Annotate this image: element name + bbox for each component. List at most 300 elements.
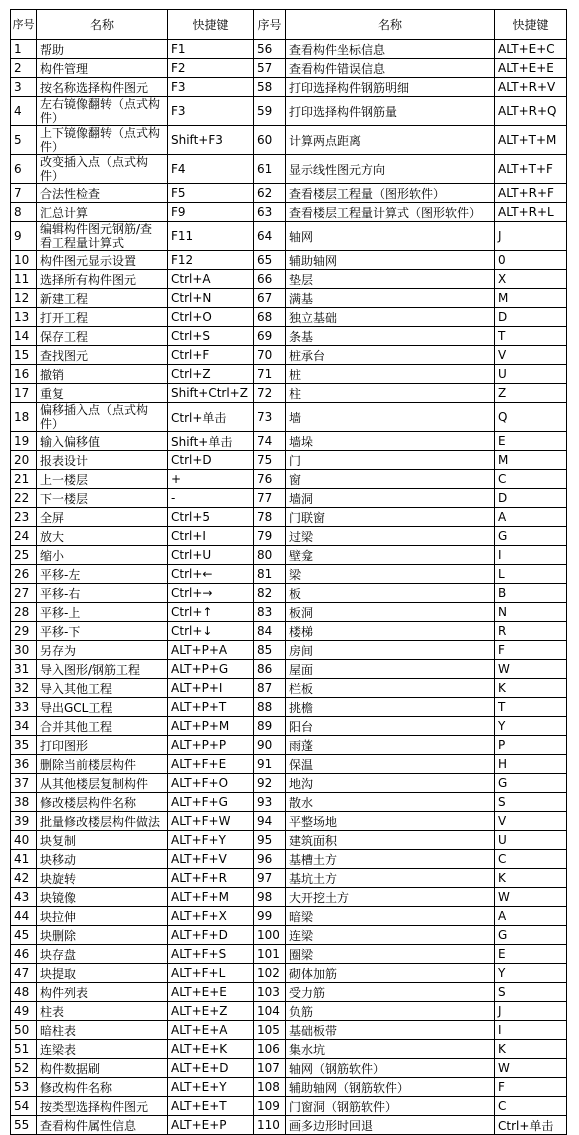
- row-name-left: 构件列表: [37, 983, 168, 1002]
- row-number-left: 7: [11, 184, 37, 203]
- row-number-right: 100: [254, 926, 286, 945]
- row-shortcut-right: D: [495, 489, 567, 508]
- table-row: [11, 546, 567, 565]
- header-name-left: 名称: [37, 10, 168, 40]
- row-shortcut-left: F3: [168, 78, 254, 97]
- table-row: [11, 584, 567, 603]
- row-shortcut-left: ALT+E+Z: [168, 1002, 254, 1021]
- table-row: [11, 384, 567, 403]
- row-number-right: 59: [254, 97, 286, 126]
- row-name-right: 地沟: [286, 774, 495, 793]
- row-shortcut-left: ALT+F+M: [168, 888, 254, 907]
- row-name-right: 建筑面积: [286, 831, 495, 850]
- row-shortcut-left: ALT+P+P: [168, 736, 254, 755]
- row-shortcut-left: Ctrl+←: [168, 565, 254, 584]
- row-name-left: 查找图元: [37, 346, 168, 365]
- row-name-right: 雨蓬: [286, 736, 495, 755]
- table-row: [11, 327, 567, 346]
- row-shortcut-right: D: [495, 308, 567, 327]
- row-number-left: 14: [11, 327, 37, 346]
- row-number-right: 70: [254, 346, 286, 365]
- row-number-left: 50: [11, 1021, 37, 1040]
- table-row: [11, 641, 567, 660]
- table-row: [11, 812, 567, 831]
- table-row: [11, 432, 567, 451]
- row-number-right: 72: [254, 384, 286, 403]
- row-name-right: 满基: [286, 289, 495, 308]
- row-number-left: 46: [11, 945, 37, 964]
- row-name-left: 块复制: [37, 831, 168, 850]
- table-row: [11, 1002, 567, 1021]
- row-shortcut-right: F: [495, 1078, 567, 1097]
- row-number-right: 61: [254, 155, 286, 184]
- row-number-right: 93: [254, 793, 286, 812]
- row-number-left: 24: [11, 527, 37, 546]
- row-shortcut-right: H: [495, 755, 567, 774]
- row-number-left: 45: [11, 926, 37, 945]
- row-name-left: 构件数据刷: [37, 1059, 168, 1078]
- row-shortcut-left: ALT+F+L: [168, 964, 254, 983]
- header-shortcut-left: 快捷键: [168, 10, 254, 40]
- row-number-left: 29: [11, 622, 37, 641]
- row-number-right: 91: [254, 755, 286, 774]
- row-name-right: 连梁: [286, 926, 495, 945]
- row-name-right: 显示线性图元方向: [286, 155, 495, 184]
- row-name-left: 另存为: [37, 641, 168, 660]
- row-number-right: 80: [254, 546, 286, 565]
- row-number-left: 17: [11, 384, 37, 403]
- row-name-right: 条基: [286, 327, 495, 346]
- row-shortcut-right: X: [495, 270, 567, 289]
- row-number-left: 5: [11, 126, 37, 155]
- row-shortcut-left: Ctrl+↓: [168, 622, 254, 641]
- table-row: [11, 40, 567, 59]
- row-number-right: 66: [254, 270, 286, 289]
- row-number-right: 77: [254, 489, 286, 508]
- row-number-right: 73: [254, 403, 286, 432]
- row-number-right: 82: [254, 584, 286, 603]
- row-name-left: 按类型选择构件图元: [37, 1097, 168, 1116]
- row-shortcut-right: W: [495, 888, 567, 907]
- row-name-right: 基坑土方: [286, 869, 495, 888]
- row-name-right: 受力筋: [286, 983, 495, 1002]
- row-name-left: 修改楼层构件名称: [37, 793, 168, 812]
- table-row: [11, 736, 567, 755]
- row-number-right: 68: [254, 308, 286, 327]
- row-name-left: 平移-下: [37, 622, 168, 641]
- row-number-left: 1: [11, 40, 37, 59]
- row-name-right: 保温: [286, 755, 495, 774]
- row-shortcut-left: ALT+F+G: [168, 793, 254, 812]
- row-shortcut-right: C: [495, 1097, 567, 1116]
- row-name-left: 块删除: [37, 926, 168, 945]
- row-number-left: 33: [11, 698, 37, 717]
- row-number-right: 87: [254, 679, 286, 698]
- row-name-right: 门窗洞（钢筋软件）: [286, 1097, 495, 1116]
- row-name-right: 桩承台: [286, 346, 495, 365]
- row-name-right: 暗梁: [286, 907, 495, 926]
- row-name-left: 块旋转: [37, 869, 168, 888]
- row-number-right: 90: [254, 736, 286, 755]
- table-row: [11, 679, 567, 698]
- row-number-left: 39: [11, 812, 37, 831]
- row-name-right: 查看楼层工程量计算式（图形软件）: [286, 203, 495, 222]
- row-number-left: 37: [11, 774, 37, 793]
- row-number-right: 99: [254, 907, 286, 926]
- row-name-right: 基槽土方: [286, 850, 495, 869]
- row-shortcut-left: Shift+Ctrl+Z: [168, 384, 254, 403]
- row-shortcut-left: Ctrl+F: [168, 346, 254, 365]
- shortcut-key-table-sheet: [10, 9, 566, 1133]
- table-row: [11, 222, 567, 251]
- table-row: [11, 755, 567, 774]
- row-shortcut-right: E: [495, 432, 567, 451]
- row-name-right: 窗: [286, 470, 495, 489]
- row-number-right: 76: [254, 470, 286, 489]
- row-name-left: 打开工程: [37, 308, 168, 327]
- table-row: [11, 155, 567, 184]
- row-shortcut-left: ALT+F+V: [168, 850, 254, 869]
- row-number-left: 22: [11, 489, 37, 508]
- row-number-left: 52: [11, 1059, 37, 1078]
- row-shortcut-left: ALT+E+K: [168, 1040, 254, 1059]
- row-number-left: 28: [11, 603, 37, 622]
- row-name-left: 按名称选择构件图元: [37, 78, 168, 97]
- row-name-left: 上下镜像翻转（点式构件）: [37, 126, 168, 155]
- row-name-left: 平移-右: [37, 584, 168, 603]
- row-shortcut-right: C: [495, 470, 567, 489]
- row-number-right: 101: [254, 945, 286, 964]
- row-name-left: 构件图元显示设置: [37, 251, 168, 270]
- row-number-right: 109: [254, 1097, 286, 1116]
- table-row: [11, 527, 567, 546]
- row-shortcut-left: ALT+F+E: [168, 755, 254, 774]
- row-number-left: 26: [11, 565, 37, 584]
- row-shortcut-left: ALT+F+W: [168, 812, 254, 831]
- row-shortcut-right: N: [495, 603, 567, 622]
- row-shortcut-right: R: [495, 622, 567, 641]
- row-name-left: 块存盘: [37, 945, 168, 964]
- row-name-left: 块提取: [37, 964, 168, 983]
- row-number-left: 44: [11, 907, 37, 926]
- row-number-right: 89: [254, 717, 286, 736]
- row-name-right: 散水: [286, 793, 495, 812]
- table-row: [11, 964, 567, 983]
- table-row: [11, 403, 567, 432]
- row-shortcut-left: ALT+P+T: [168, 698, 254, 717]
- row-shortcut-left: ALT+F+D: [168, 926, 254, 945]
- row-name-left: 重复: [37, 384, 168, 403]
- row-name-left: 合并其他工程: [37, 717, 168, 736]
- row-number-left: 16: [11, 365, 37, 384]
- row-shortcut-left: F1: [168, 40, 254, 59]
- row-number-left: 6: [11, 155, 37, 184]
- row-name-left: 报表设计: [37, 451, 168, 470]
- row-number-left: 43: [11, 888, 37, 907]
- row-shortcut-left: Ctrl+→: [168, 584, 254, 603]
- row-name-right: 查看楼层工程量（图形软件）: [286, 184, 495, 203]
- row-name-left: 修改构件名称: [37, 1078, 168, 1097]
- row-name-right: 桩: [286, 365, 495, 384]
- row-number-left: 54: [11, 1097, 37, 1116]
- row-shortcut-right: V: [495, 346, 567, 365]
- row-shortcut-right: G: [495, 527, 567, 546]
- row-number-left: 18: [11, 403, 37, 432]
- row-shortcut-right: 0: [495, 251, 567, 270]
- row-shortcut-left: ALT+F+S: [168, 945, 254, 964]
- row-number-left: 42: [11, 869, 37, 888]
- row-name-right: 轴网（钢筋软件）: [286, 1059, 495, 1078]
- row-shortcut-right: Y: [495, 964, 567, 983]
- row-number-right: 105: [254, 1021, 286, 1040]
- row-shortcut-right: L: [495, 565, 567, 584]
- row-shortcut-right: ALT+E+C: [495, 40, 567, 59]
- row-number-left: 25: [11, 546, 37, 565]
- row-number-left: 31: [11, 660, 37, 679]
- row-shortcut-left: F5: [168, 184, 254, 203]
- table-row: [11, 1078, 567, 1097]
- table-row: [11, 888, 567, 907]
- row-name-right: 墙: [286, 403, 495, 432]
- table-row: [11, 308, 567, 327]
- row-shortcut-right: A: [495, 508, 567, 527]
- row-number-right: 63: [254, 203, 286, 222]
- row-shortcut-right: K: [495, 869, 567, 888]
- table-row: [11, 717, 567, 736]
- header-shortcut-right: 快捷键: [495, 10, 567, 40]
- row-shortcut-right: M: [495, 289, 567, 308]
- row-shortcut-left: ALT+E+Y: [168, 1078, 254, 1097]
- table-row: [11, 869, 567, 888]
- table-row: [11, 289, 567, 308]
- table-row: [11, 1116, 567, 1135]
- row-number-left: 47: [11, 964, 37, 983]
- table-row: [11, 184, 567, 203]
- row-name-right: 柱: [286, 384, 495, 403]
- row-name-left: 撤销: [37, 365, 168, 384]
- table-row: [11, 489, 567, 508]
- row-number-left: 20: [11, 451, 37, 470]
- row-name-left: 暗柱表: [37, 1021, 168, 1040]
- row-shortcut-left: Ctrl+S: [168, 327, 254, 346]
- row-shortcut-left: F4: [168, 155, 254, 184]
- row-number-left: 51: [11, 1040, 37, 1059]
- row-shortcut-left: Ctrl+N: [168, 289, 254, 308]
- row-number-left: 21: [11, 470, 37, 489]
- row-shortcut-right: W: [495, 1059, 567, 1078]
- row-number-left: 15: [11, 346, 37, 365]
- header-number-left: 序号: [11, 10, 37, 40]
- row-shortcut-right: G: [495, 926, 567, 945]
- row-number-right: 81: [254, 565, 286, 584]
- row-number-right: 78: [254, 508, 286, 527]
- row-number-right: 65: [254, 251, 286, 270]
- row-name-right: 负筋: [286, 1002, 495, 1021]
- row-name-left: 导出GCL工程: [37, 698, 168, 717]
- row-shortcut-right: Z: [495, 384, 567, 403]
- table-row: [11, 850, 567, 869]
- table-row: [11, 831, 567, 850]
- row-number-right: 94: [254, 812, 286, 831]
- row-shortcut-left: F9: [168, 203, 254, 222]
- row-name-right: 板: [286, 584, 495, 603]
- header-name-right: 名称: [286, 10, 495, 40]
- row-number-right: 106: [254, 1040, 286, 1059]
- row-name-right: 门: [286, 451, 495, 470]
- table-row: [11, 622, 567, 641]
- row-name-right: 辅助轴网: [286, 251, 495, 270]
- table-row: [11, 346, 567, 365]
- row-name-right: 圈梁: [286, 945, 495, 964]
- row-name-right: 计算两点距离: [286, 126, 495, 155]
- row-name-left: 编辑构件图元钢筋/查看工程量计算式: [37, 222, 168, 251]
- row-name-left: 平移-左: [37, 565, 168, 584]
- row-name-left: 删除当前楼层构件: [37, 755, 168, 774]
- row-name-right: 基础板带: [286, 1021, 495, 1040]
- row-shortcut-left: ALT+P+I: [168, 679, 254, 698]
- row-number-right: 96: [254, 850, 286, 869]
- row-shortcut-left: Ctrl+单击: [168, 403, 254, 432]
- row-name-left: 块镜像: [37, 888, 168, 907]
- row-number-right: 60: [254, 126, 286, 155]
- table-row: [11, 470, 567, 489]
- table-row: [11, 565, 567, 584]
- row-number-right: 79: [254, 527, 286, 546]
- row-name-left: 查看构件属性信息: [37, 1116, 168, 1135]
- row-number-left: 41: [11, 850, 37, 869]
- row-name-right: 平整场地: [286, 812, 495, 831]
- row-shortcut-right: T: [495, 698, 567, 717]
- row-shortcut-left: Shift+单击: [168, 432, 254, 451]
- row-number-right: 69: [254, 327, 286, 346]
- row-shortcut-right: I: [495, 546, 567, 565]
- row-shortcut-left: ALT+E+P: [168, 1116, 254, 1135]
- row-shortcut-left: -: [168, 489, 254, 508]
- table-row: [11, 983, 567, 1002]
- row-name-left: 合法性检查: [37, 184, 168, 203]
- row-number-right: 56: [254, 40, 286, 59]
- row-name-left: 缩小: [37, 546, 168, 565]
- row-number-right: 71: [254, 365, 286, 384]
- row-name-left: 打印图形: [37, 736, 168, 755]
- row-name-right: 垫层: [286, 270, 495, 289]
- table-row: [11, 1040, 567, 1059]
- row-name-left: 构件管理: [37, 59, 168, 78]
- table-row: [11, 251, 567, 270]
- row-number-left: 13: [11, 308, 37, 327]
- row-name-left: 导入图形/钢筋工程: [37, 660, 168, 679]
- row-shortcut-right: J: [495, 222, 567, 251]
- row-name-right: 查看构件错误信息: [286, 59, 495, 78]
- row-name-left: 改变插入点（点式构件）: [37, 155, 168, 184]
- row-shortcut-right: P: [495, 736, 567, 755]
- row-name-right: 过梁: [286, 527, 495, 546]
- row-name-left: 从其他楼层复制构件: [37, 774, 168, 793]
- row-name-right: 梁: [286, 565, 495, 584]
- row-shortcut-right: M: [495, 451, 567, 470]
- row-shortcut-right: J: [495, 1002, 567, 1021]
- row-shortcut-left: ALT+F+X: [168, 907, 254, 926]
- table-row: [11, 660, 567, 679]
- row-number-right: 57: [254, 59, 286, 78]
- row-name-left: 连梁表: [37, 1040, 168, 1059]
- row-name-right: 打印选择构件钢筋量: [286, 97, 495, 126]
- row-shortcut-left: ALT+F+O: [168, 774, 254, 793]
- shortcut-key-table: [10, 9, 567, 1135]
- row-number-left: 3: [11, 78, 37, 97]
- row-number-right: 86: [254, 660, 286, 679]
- row-name-left: 左右镜像翻转（点式构件）: [37, 97, 168, 126]
- row-number-right: 104: [254, 1002, 286, 1021]
- row-number-left: 10: [11, 251, 37, 270]
- row-number-right: 64: [254, 222, 286, 251]
- row-name-right: 大开挖土方: [286, 888, 495, 907]
- row-shortcut-left: ALT+P+A: [168, 641, 254, 660]
- row-shortcut-right: ALT+R+Q: [495, 97, 567, 126]
- row-name-left: 块移动: [37, 850, 168, 869]
- row-name-right: 房间: [286, 641, 495, 660]
- row-name-right: 打印选择构件钢筋明细: [286, 78, 495, 97]
- row-shortcut-left: Ctrl+Z: [168, 365, 254, 384]
- row-shortcut-right: K: [495, 1040, 567, 1059]
- table-row: [11, 1021, 567, 1040]
- row-shortcut-right: K: [495, 679, 567, 698]
- row-name-left: 平移-上: [37, 603, 168, 622]
- row-number-left: 48: [11, 983, 37, 1002]
- row-name-right: 栏板: [286, 679, 495, 698]
- row-shortcut-left: ALT+F+R: [168, 869, 254, 888]
- table-row: [11, 907, 567, 926]
- row-number-right: 103: [254, 983, 286, 1002]
- row-shortcut-right: ALT+R+F: [495, 184, 567, 203]
- row-number-right: 83: [254, 603, 286, 622]
- row-number-right: 84: [254, 622, 286, 641]
- row-name-left: 输入偏移值: [37, 432, 168, 451]
- row-number-left: 55: [11, 1116, 37, 1135]
- row-name-left: 帮助: [37, 40, 168, 59]
- row-name-left: 导入其他工程: [37, 679, 168, 698]
- row-shortcut-right: S: [495, 983, 567, 1002]
- table-row: [11, 97, 567, 126]
- row-name-left: 汇总计算: [37, 203, 168, 222]
- row-number-right: 75: [254, 451, 286, 470]
- row-shortcut-left: F2: [168, 59, 254, 78]
- row-name-left: 放大: [37, 527, 168, 546]
- row-shortcut-left: ALT+P+G: [168, 660, 254, 679]
- row-shortcut-right: ALT+R+V: [495, 78, 567, 97]
- row-name-left: 上一楼层: [37, 470, 168, 489]
- row-shortcut-right: T: [495, 327, 567, 346]
- row-number-left: 2: [11, 59, 37, 78]
- table-row: [11, 603, 567, 622]
- table-row: [11, 78, 567, 97]
- row-shortcut-right: F: [495, 641, 567, 660]
- row-number-right: 95: [254, 831, 286, 850]
- row-shortcut-right: V: [495, 812, 567, 831]
- row-shortcut-right: U: [495, 365, 567, 384]
- row-shortcut-right: ALT+R+L: [495, 203, 567, 222]
- table-row: [11, 774, 567, 793]
- row-shortcut-left: Shift+F3: [168, 126, 254, 155]
- header-number-right: 序号: [254, 10, 286, 40]
- row-shortcut-left: Ctrl+↑: [168, 603, 254, 622]
- table-row: [11, 451, 567, 470]
- row-number-left: 23: [11, 508, 37, 527]
- row-number-right: 107: [254, 1059, 286, 1078]
- table-row: [11, 270, 567, 289]
- row-shortcut-right: A: [495, 907, 567, 926]
- row-name-left: 全屏: [37, 508, 168, 527]
